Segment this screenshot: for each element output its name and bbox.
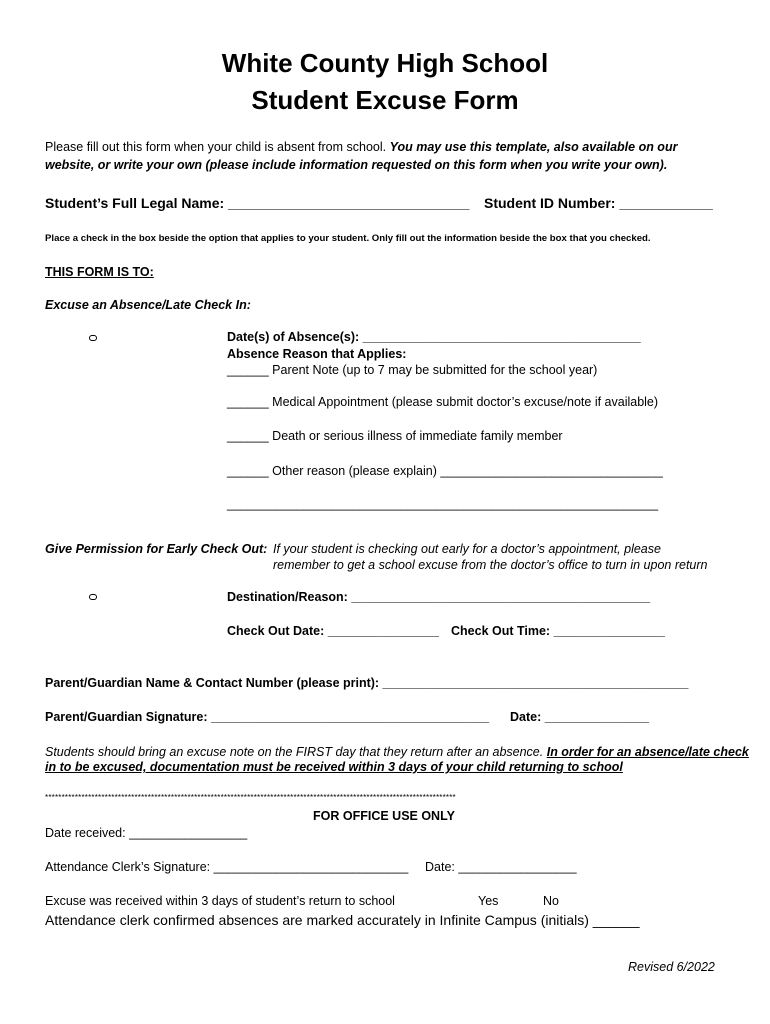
clerk-date-field[interactable]: Date: _________________ — [425, 860, 577, 874]
option-medical[interactable]: ______ Medical Appointment (please submit doctor’s excuse/note if available) — [227, 395, 659, 409]
destination-reason-field[interactable]: Destination/Reason: ___________________________________________ — [227, 590, 651, 604]
intro-plain: Please fill out this form when your child is absent from school. — [45, 140, 387, 154]
notice-line-2: in to be excused, documentation must be received within 3 days of your child returning to school — [45, 760, 623, 774]
clerk-confirmed-field[interactable]: Attendance clerk confirmed absences are marked accurately in Infinite Campus (initials) ______ — [45, 912, 640, 928]
absence-heading: Excuse an Absence/Late Check In: — [45, 298, 251, 312]
form-title: Student Excuse Form — [251, 85, 519, 115]
instructions: Place a check in the box beside the option that applies to your student. Only fill out the information beside the box that you checked. — [45, 233, 651, 244]
early-checkout-note-1: If your student is checking out early for a doctor’s appointment, please — [273, 542, 661, 556]
intro-line-2: website, or write your own (please include information requested on this form when you write your own). — [45, 158, 668, 172]
checkout-date-field[interactable]: Check Out Date: ________________ — [227, 624, 439, 638]
notice-bold-1: In order for an absence/late check — [546, 745, 749, 759]
option-death-illness[interactable]: ______ Death or serious illness of immediate family member — [227, 429, 563, 443]
early-checkout-note-2: remember to get a school excuse from the doctor’s office to turn in upon return — [273, 558, 708, 572]
clerk-signature-field[interactable]: Attendance Clerk’s Signature: ____________________________ — [45, 860, 409, 874]
absence-reason-heading: Absence Reason that Applies: — [227, 347, 407, 361]
no-option[interactable]: No — [543, 894, 559, 908]
yes-option[interactable]: Yes — [478, 894, 499, 908]
option-other-reason[interactable]: ______ Other reason (please explain) ________________________________ — [227, 464, 663, 478]
absence-dates-field[interactable]: Date(s) of Absence(s): ________________________________________ — [227, 330, 641, 344]
absence-checkbox[interactable] — [89, 335, 97, 341]
other-reason-explain-line[interactable]: ______________________________________________________________ — [227, 497, 659, 511]
form-is-to-heading: THIS FORM IS TO: — [45, 265, 154, 279]
parent-signature-field[interactable]: Parent/Guardian Signature: ________________________________________ — [45, 710, 490, 724]
intro-line-1 — [45, 140, 677, 154]
office-use-heading: FOR OFFICE USE ONLY — [313, 809, 455, 823]
student-name-field[interactable]: Student’s Full Legal Name: _______________________________ — [45, 195, 470, 211]
parent-date-field[interactable]: Date: _______________ — [510, 710, 650, 724]
option-parent-note[interactable]: ______ Parent Note (up to 7 may be submitted for the school year) — [227, 363, 598, 377]
date-received-field[interactable]: Date received: _________________ — [45, 826, 248, 840]
revised-date: Revised 6/2022 — [628, 960, 715, 974]
notice-plain: Students should bring an excuse note on the FIRST day that they return after an absence. — [45, 745, 544, 759]
received-within-3-days: Excuse was received within 3 days of student’s return to school — [45, 894, 395, 908]
parent-name-field[interactable]: Parent/Guardian Name & Contact Number (please print): ____________________________________________ — [45, 676, 689, 690]
separator: **************************************************************************************************************************** — [45, 793, 456, 802]
early-checkout-checkbox[interactable] — [89, 594, 97, 600]
school-name: White County High School — [221, 48, 549, 78]
notice-line-1 — [45, 745, 749, 759]
checkout-time-field[interactable]: Check Out Time: ________________ — [451, 624, 665, 638]
intro-bold-1: You may use this template, also available on our — [389, 140, 678, 154]
early-checkout-heading: Give Permission for Early Check Out: — [45, 542, 268, 556]
student-id-field[interactable]: Student ID Number: ____________ — [484, 195, 713, 211]
